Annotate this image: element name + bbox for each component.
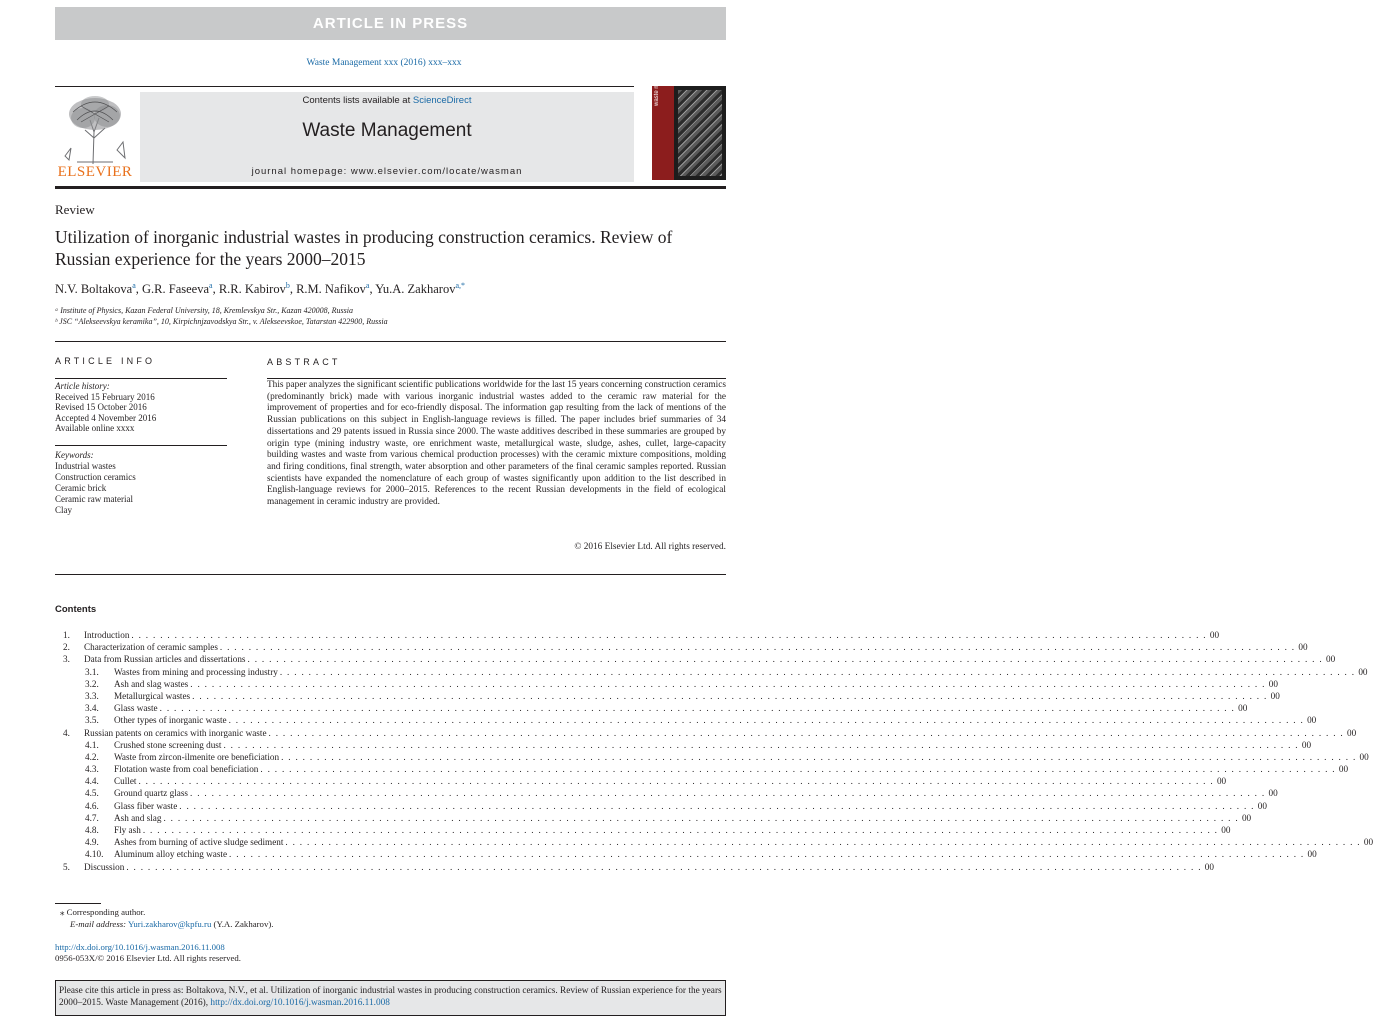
toc-entry[interactable] <box>55 824 1231 836</box>
toc-entry[interactable] <box>55 763 1349 775</box>
journal-homepage[interactable]: journal homepage: www.elsevier.com/locate/wasman <box>251 166 523 177</box>
toc-entry-title[interactable]: Waste from zircon-ilmenite ore beneficiation <box>114 751 280 762</box>
toc-entry-page: 00 <box>1298 642 1308 653</box>
author-separator: , <box>289 282 297 297</box>
toc-entry[interactable] <box>55 690 1280 702</box>
toc-entry-line <box>114 800 1267 812</box>
toc-entry-line <box>114 666 1368 678</box>
history-received: Received 15 February 2016 <box>55 391 155 402</box>
author-name: R.M. Nafikov <box>296 282 366 297</box>
corresponding-email-line <box>70 919 273 929</box>
toc-entry-title[interactable]: Glass waste <box>114 703 158 714</box>
author-list <box>55 281 465 297</box>
toc-leader-dots: . . . . . . . . . . . . . . . . . . . . . . . . . . . . . . . . . . . . . . . . . . . . . . . . . . . . . . . . . . . . . . . . . . . . . . . . . . . . . . . . . . . . . . . . . . . . . . . . . . . . . . . . . . . . . . . . . . . . . . . . . . . . . . . . . . . . . . . . . . . . . . . . . . . . . . <box>285 837 1361 848</box>
toc-entry-number: 3.1. <box>85 666 99 677</box>
toc-entry-number: 1. <box>63 630 70 640</box>
email-owner: (Y.A. Zakharov). <box>213 919 274 929</box>
toc-entry[interactable] <box>55 641 1308 653</box>
toc-entry[interactable] <box>55 629 1220 641</box>
cover-title: waste management <box>654 53 660 106</box>
toc-leader-dots: . . . . . . . . . . . . . . . . . . . . . . . . . . . . . . . . . . . . . . . . . . . . . . . . . . . . . . . . . . . . . . . . . . . . . . . . . . . . . . . . . . . . . . . . . . . . . . . . . . . . . . . . . . . . . . . . . . . . . . . . . . . . . . . . . . . . . . . . . . . . . . . . . . . . . . <box>279 666 1356 677</box>
toc-entry-page: 00 <box>1221 825 1231 835</box>
toc-entry-line <box>114 690 1280 702</box>
toc-entry-number: 4.9. <box>85 837 99 848</box>
toc-entry-page: 00 <box>1209 630 1220 640</box>
toc-entry-title[interactable]: Introduction <box>84 630 130 640</box>
author-separator: , <box>369 282 376 297</box>
toc-entry-line <box>84 861 1214 873</box>
toc-entry-line <box>114 836 1373 848</box>
journal-cover-thumbnail[interactable] <box>652 53 726 180</box>
toc-entry[interactable] <box>55 666 1368 678</box>
keyword: Clay <box>55 505 72 515</box>
toc-entry-title[interactable]: Cullet <box>114 776 137 787</box>
author-separator: , <box>212 282 219 297</box>
keywords-label: Keywords: <box>55 450 94 460</box>
citation-doi-link[interactable]: http://dx.doi.org/10.1016/j.wasman.2016.11.008 <box>210 998 390 1009</box>
toc-entry-line <box>84 629 1220 641</box>
toc-entry-page: 00 <box>1268 678 1278 689</box>
toc-entry-title[interactable]: Ground quartz glass <box>114 788 188 799</box>
author-affiliation-mark[interactable]: a <box>209 281 213 290</box>
toc-entry-line <box>114 812 1252 824</box>
toc-entry[interactable] <box>55 848 1317 860</box>
toc-entry-line <box>114 787 1278 799</box>
elsevier-logo[interactable] <box>55 92 135 182</box>
toc-entry-number: 5. <box>63 861 70 872</box>
article-info-heading: ARTICLE INFO <box>55 356 156 366</box>
author-name: R.R. Kabirov <box>218 282 286 297</box>
masthead-bottom-rule <box>55 186 726 189</box>
keywords <box>55 450 136 516</box>
keyword: Ceramic raw material <box>55 494 133 504</box>
toc-entry-page: 00 <box>1359 751 1369 762</box>
toc-entry[interactable] <box>55 714 1317 726</box>
keyword: Ceramic brick <box>55 483 107 493</box>
toc-leader-dots: . . . . . . . . . . . . . . . . . . . . . . . . . . . . . . . . . . . . . . . . . . . . . . . . . . . . . . . . . . . . . . . . . . . . . . . . . . . . . . . . . . . . . . . . . . . . . . . . . . . . . . . . . . . . . . . . . . . . . . . . . . . . . . . . . . . . . . . . . . . . . . . . . . . . . . <box>142 825 1219 835</box>
abstract-heading: ABSTRACT <box>267 357 341 367</box>
issn-copyright: 0956-053X/© 2016 Elsevier Ltd. All rights reserved. <box>55 953 242 963</box>
toc-entry[interactable] <box>55 702 1248 714</box>
email-label: E-mail address: <box>70 919 127 929</box>
toc-leader-dots: . . . . . . . . . . . . . . . . . . . . . . . . . . . . . . . . . . . . . . . . . . . . . . . . . . . . . . . . . . . . . . . . . . . . . . . . . . . . . . . . . . . . . . . . . . . . . . . . . . . . . . . . . . . . . . . . . . . . . . . . . . . . . . . . . . . . . . . . . . . . . . . . . . . . . . <box>281 751 1357 762</box>
abstract-text: This paper analyzes the significant scientific publications worldwide for the last 15 years concerning construction ceramics (predominantly brick) made with various inorganic industrial wastes added to the ceramic raw material for the improvement of properties and for eco-friendly disposal. The information gap resulting from the lack of mentions of the Russian publications on this subject in English-language reviews is filled. The paper includes brief summaries of 34 dissertations and 29 patents issued in Russia since 2000. The waste additives described in these summaries are grouped by origin type (mining industry waste, ore enrichment waste, metallurgical waste, sludge, ashes, cullet, large-capacity building wastes and waste from various chemical production processes) with the ceramic mixture compositions, molding and firing conditions, final strength, water absorption and other parameters of the final ceramic samples reported. Russian scientists have expanded the nomenclature of each group of wastes significantly upon addition to the list described in English-language reviews for 2000–2015. References to the recent Russian developments in the field of ecological management in ceramic industry are provided. <box>267 380 726 508</box>
toc-entry-title[interactable]: Glass fiber waste <box>114 800 178 811</box>
keyword: Construction ceramics <box>55 472 136 482</box>
toc-entry-title[interactable]: Ash and slag wastes <box>114 678 189 689</box>
toc-entry-title[interactable]: Flotation waste from coal beneficiation <box>114 764 259 775</box>
toc-entry-line <box>114 751 1369 763</box>
toc-leader-dots: . . . . . . . . . . . . . . . . . . . . . . . . . . . . . . . . . . . . . . . . . . . . . . . . . . . . . . . . . . . . . . . . . . . . . . . . . . . . . . . . . . . . . . . . . . . . . . . . . . . . . . . . . . . . . . . . . . . . . . . . . . . . . . . . . . . . . . . . . . . . . . . . . . . . . . <box>229 849 1305 860</box>
toc-entry-line <box>114 739 1312 751</box>
toc-entry-title[interactable]: Crushed stone screening dust <box>114 739 222 750</box>
toc-entry-title[interactable]: Other types of inorganic waste <box>114 715 227 726</box>
abstract-rule <box>267 378 726 379</box>
toc-entry-page: 00 <box>1238 703 1248 714</box>
toc-entry-line <box>114 775 1227 787</box>
author-name: Yu.A. Zakharov <box>375 282 456 297</box>
contents-divider <box>55 574 726 575</box>
toc-entry-page: 00 <box>1307 849 1317 860</box>
toc-entry-line <box>114 824 1231 836</box>
history-accepted: Accepted 4 November 2016 <box>55 412 157 423</box>
toc-entry-number: 4.10. <box>85 849 104 860</box>
journal-name: Waste Management <box>302 120 472 141</box>
contents-heading: Contents <box>55 604 97 615</box>
toc-leader-dots: . . . . . . . . . . . . . . . . . . . . . . . . . . . . . . . . . . . . . . . . . . . . . . . . . . . . . . . . . . . . . . . . . . . . . . . . . . . . . . . . . . . . . . . . . . . . . . . . . . . . . . . . . . . . . . . . . . . . . . . . . . . . . . . . . . . . . . . . . . . . . . . . . . . . . . <box>163 812 1239 823</box>
toc-entry-number: 4.6. <box>85 800 99 811</box>
toc-entry[interactable] <box>55 787 1278 799</box>
toc-entry-line <box>84 653 1336 665</box>
toc-leader-dots: . . . . . . . . . . . . . . . . . . . . . . . . . . . . . . . . . . . . . . . . . . . . . . . . . . . . . . . . . . . . . . . . . . . . . . . . . . . . . . . . . . . . . . . . . . . . . . . . . . . . . . . . . . . . . . . . . . . . . . . . . . . . . . . . . . . . . . . . . . . . . . . . . . . . . . <box>179 800 1255 811</box>
toc-entry[interactable] <box>55 751 1369 763</box>
article-title: Utilization of inorganic industrial wastes in producing construction ceramics. Review of Russian experience for the years 2000–2015 <box>55 227 673 269</box>
toc-entry-title[interactable]: Data from Russian articles and dissertations <box>84 654 246 665</box>
corresponding-author-note: ⁎ Corresponding author. <box>60 907 146 917</box>
article-info-rule <box>55 378 227 379</box>
article-history <box>55 381 156 434</box>
section-divider <box>55 341 726 342</box>
toc-leader-dots: . . . . . . . . . . . . . . . . . . . . . . . . . . . . . . . . . . . . . . . . . . . . . . . . . . . . . . . . . . . . . . . . . . . . . . . . . . . . . . . . . . . . . . . . . . . . . . . . . . . . . . . . . . . . . . . . . . . . . . . . . . . . . . . . . . . . . . . . . . . . . . . . . . . . . . <box>268 727 1344 738</box>
toc-entry-number: 4.1. <box>85 739 99 750</box>
toc-entry-line <box>114 848 1317 860</box>
journal-citation-link[interactable]: Waste Management xxx (2016) xxx–xxx <box>306 58 462 68</box>
toc-entry-page: 00 <box>1307 715 1317 726</box>
toc-entry-title[interactable]: Fly ash <box>114 825 141 835</box>
toc-entry[interactable] <box>55 653 1336 665</box>
toc-leader-dots: . . . . . . . . . . . . . . . . . . . . . . . . . . . . . . . . . . . . . . . . . . . . . . . . . . . . . . . . . . . . . . . . . . . . . . . . . . . . . . . . . . . . . . . . . . . . . . . . . . . . . . . . . . . . . . . . . . . . . . . . . . . . . . . . . . . . . . . . . . . . . . . . . . . . . . <box>138 776 1214 787</box>
toc-entry-title[interactable]: Discussion <box>84 861 125 872</box>
toc-entry-line <box>84 727 1357 739</box>
toc-entry-number: 2. <box>63 642 70 653</box>
toc-entry-page: 00 <box>1338 764 1349 775</box>
toc-entry[interactable] <box>55 836 1373 848</box>
keywords-rule <box>55 445 227 446</box>
toc-entry-number: 3.4. <box>85 703 99 714</box>
toc-entry-line <box>114 702 1248 714</box>
toc-entry-line <box>114 714 1317 726</box>
toc-leader-dots: . . . . . . . . . . . . . . . . . . . . . . . . . . . . . . . . . . . . . . . . . . . . . . . . . . . . . . . . . . . . . . . . . . . . . . . . . . . . . . . . . . . . . . . . . . . . . . . . . . . . . . . . . . . . . . . . . . . . . . . . . . . . . . . . . . . . . . . . . . . . . . . . . . . . . . <box>192 690 1268 701</box>
keyword: Industrial wastes <box>55 461 116 471</box>
affiliation-b: ᵇ JSC “Alekseevskya keramika”, 10, Kirpichnjzavodskya Str., v. Alekseevskoe, Tatarstan 422900, Russia <box>55 317 388 326</box>
toc-leader-dots: . . . . . . . . . . . . . . . . . . . . . . . . . . . . . . . . . . . . . . . . . . . . . . . . . . . . . . . . . . . . . . . . . . . . . . . . . . . . . . . . . . . . . . . . . . . . . . . . . . . . . . . . . . . . . . . . . . . . . . . . . . . . . . . . . . . . . . . . . . . . . . . . . . . . . . <box>126 861 1202 872</box>
toc-entry-number: 4.4. <box>85 776 99 787</box>
toc-entry-line <box>84 641 1308 653</box>
footnote-rule <box>55 903 101 904</box>
citation-text: Please cite this article in press as: Boltakova, N.V., et al. Utilization of inorganic industrial wastes in producing construction ceramics. Review of Russian experience for the years 2000–2015. Waste Management (2016), <box>59 986 722 1009</box>
toc-entry[interactable] <box>55 727 1357 739</box>
article-type: Review <box>55 202 95 217</box>
toc-entry-title[interactable]: Russian patents on ceramics with inorganic waste <box>84 727 267 738</box>
toc-leader-dots: . . . . . . . . . . . . . . . . . . . . . . . . . . . . . . . . . . . . . . . . . . . . . . . . . . . . . . . . . . . . . . . . . . . . . . . . . . . . . . . . . . . . . . . . . . . . . . . . . . . . . . . . . . . . . . . . . . . . . . . . . . . . . . . . . . . . . . . . . . . . . . . . . . . . . . <box>219 642 1296 653</box>
citation-box <box>55 980 726 1016</box>
toc-entry[interactable] <box>55 775 1227 787</box>
elsevier-tree-icon <box>57 92 133 166</box>
contents-lists-prefix: Contents lists available at <box>302 95 411 106</box>
toc-leader-dots: . . . . . . . . . . . . . . . . . . . . . . . . . . . . . . . . . . . . . . . . . . . . . . . . . . . . . . . . . . . . . . . . . . . . . . . . . . . . . . . . . . . . . . . . . . . . . . . . . . . . . . . . . . . . . . . . . . . . . . . . . . . . . . . . . . . . . . . . . . . . . . . . . . . . . . <box>223 739 1299 750</box>
toc-entry-number: 4.7. <box>85 812 99 823</box>
toc-leader-dots: . . . . . . . . . . . . . . . . . . . . . . . . . . . . . . . . . . . . . . . . . . . . . . . . . . . . . . . . . . . . . . . . . . . . . . . . . . . . . . . . . . . . . . . . . . . . . . . . . . . . . . . . . . . . . . . . . . . . . . . . . . . . . . . . . . . . . . . . . . . . . . . . . . . . . . <box>260 764 1336 775</box>
toc-entry-page: 00 <box>1268 788 1278 799</box>
toc-leader-dots: . . . . . . . . . . . . . . . . . . . . . . . . . . . . . . . . . . . . . . . . . . . . . . . . . . . . . . . . . . . . . . . . . . . . . . . . . . . . . . . . . . . . . . . . . . . . . . . . . . . . . . . . . . . . . . . . . . . . . . . . . . . . . . . . . . . . . . . . . . . . . . . . . . . . . . <box>190 788 1266 799</box>
toc-leader-dots: . . . . . . . . . . . . . . . . . . . . . . . . . . . . . . . . . . . . . . . . . . . . . . . . . . . . . . . . . . . . . . . . . . . . . . . . . . . . . . . . . . . . . . . . . . . . . . . . . . . . . . . . . . . . . . . . . . . . . . . . . . . . . . . . . . . . . . . . . . . . . . . . . . . . . . <box>190 678 1266 689</box>
toc-entry[interactable] <box>55 739 1312 751</box>
article-in-press-banner: ARTICLE IN PRESS <box>55 7 726 40</box>
toc-entry-number: 3. <box>63 654 70 665</box>
toc-entry-page: 00 <box>1241 812 1252 823</box>
toc-entry-number: 4.5. <box>85 788 99 799</box>
elsevier-wordmark: ELSEVIER <box>57 164 133 180</box>
toc-entry-page: 00 <box>1347 727 1357 738</box>
author-affiliation-mark[interactable]: b <box>285 281 290 290</box>
author-name: G.R. Faseeva <box>142 282 210 297</box>
toc-entry-number: 3.2. <box>85 678 99 689</box>
toc-entry-page: 00 <box>1325 654 1336 665</box>
history-online: Available online xxxx <box>55 423 135 434</box>
table-of-contents <box>55 629 1373 873</box>
toc-entry-number: 4.2. <box>85 751 99 762</box>
toc-entry-page: 00 <box>1216 776 1227 787</box>
masthead-top-rule <box>55 86 634 87</box>
toc-leader-dots: . . . . . . . . . . . . . . . . . . . . . . . . . . . . . . . . . . . . . . . . . . . . . . . . . . . . . . . . . . . . . . . . . . . . . . . . . . . . . . . . . . . . . . . . . . . . . . . . . . . . . . . . . . . . . . . . . . . . . . . . . . . . . . . . . . . . . . . . . . . . . . . . . . . . . . <box>228 715 1305 726</box>
toc-entry-number: 4.3. <box>85 764 99 775</box>
email-link[interactable]: Yuri.zakharov@kpfu.ru <box>128 919 212 929</box>
toc-entry-page: 00 <box>1363 837 1373 848</box>
toc-entry-title[interactable]: Ash and slag <box>114 812 162 823</box>
toc-entry[interactable] <box>55 678 1278 690</box>
toc-leader-dots: . . . . . . . . . . . . . . . . . . . . . . . . . . . . . . . . . . . . . . . . . . . . . . . . . . . . . . . . . . . . . . . . . . . . . . . . . . . . . . . . . . . . . . . . . . . . . . . . . . . . . . . . . . . . . . . . . . . . . . . . . . . . . . . . . . . . . . . . . . . . . . . . . . . . . . <box>247 654 1323 665</box>
affiliation-a: ᵃ Institute of Physics, Kazan Federal University, 18, Kremlevskya Str., Kazan 420008, Russia <box>55 306 353 315</box>
history-revised: Revised 15 October 2016 <box>55 402 147 413</box>
toc-entry-line <box>114 763 1349 775</box>
toc-entry-number: 3.5. <box>85 715 99 726</box>
toc-entry-number: 4. <box>63 727 70 738</box>
toc-entry[interactable] <box>55 861 1214 873</box>
article-history-label: Article history: <box>55 381 110 391</box>
toc-entry[interactable] <box>55 800 1267 812</box>
author-name: N.V. Boltakova <box>55 282 133 297</box>
cover-photo <box>678 90 722 176</box>
sciencedirect-link[interactable]: ScienceDirect <box>412 95 472 106</box>
toc-entry-page: 00 <box>1358 666 1368 677</box>
toc-leader-dots: . . . . . . . . . . . . . . . . . . . . . . . . . . . . . . . . . . . . . . . . . . . . . . . . . . . . . . . . . . . . . . . . . . . . . . . . . . . . . . . . . . . . . . . . . . . . . . . . . . . . . . . . . . . . . . . . . . . . . . . . . . . . . . . . . . . . . . . . . . . . . . . . . . . . . . <box>131 630 1207 640</box>
toc-entry-page: 00 <box>1270 690 1280 701</box>
journal-masthead <box>140 92 634 182</box>
author-affiliation-mark[interactable]: a,* <box>455 281 466 290</box>
toc-entry-title[interactable]: Wastes from mining and processing industry <box>114 666 278 677</box>
author-separator: , <box>135 282 143 297</box>
toc-entry-title[interactable]: Ashes from burning of active sludge sediment <box>114 837 284 848</box>
toc-entry-number: 4.8. <box>85 825 99 835</box>
toc-entry-number: 3.3. <box>85 690 99 701</box>
author-affiliation-mark[interactable]: a <box>365 281 370 290</box>
toc-leader-dots: . . . . . . . . . . . . . . . . . . . . . . . . . . . . . . . . . . . . . . . . . . . . . . . . . . . . . . . . . . . . . . . . . . . . . . . . . . . . . . . . . . . . . . . . . . . . . . . . . . . . . . . . . . . . . . . . . . . . . . . . . . . . . . . . . . . . . . . . . . . . . . . . . . . . . . <box>159 703 1236 714</box>
toc-entry-page: 00 <box>1301 739 1312 750</box>
doi-link[interactable]: http://dx.doi.org/10.1016/j.wasman.2016.11.008 <box>55 942 225 952</box>
toc-entry-title[interactable]: Metallurgical wastes <box>114 690 191 701</box>
toc-entry-title[interactable]: Characterization of ceramic samples <box>84 642 218 653</box>
toc-entry[interactable] <box>55 812 1252 824</box>
toc-entry-page: 00 <box>1204 861 1214 872</box>
author-affiliation-mark[interactable]: a <box>132 281 136 290</box>
abstract-copyright: © 2016 Elsevier Ltd. All rights reserved. <box>574 542 726 552</box>
contents-lists-line <box>140 95 634 106</box>
toc-entry-page: 00 <box>1257 800 1267 811</box>
toc-entry-line <box>114 678 1278 690</box>
toc-entry-title[interactable]: Aluminum alloy etching waste <box>114 849 228 860</box>
